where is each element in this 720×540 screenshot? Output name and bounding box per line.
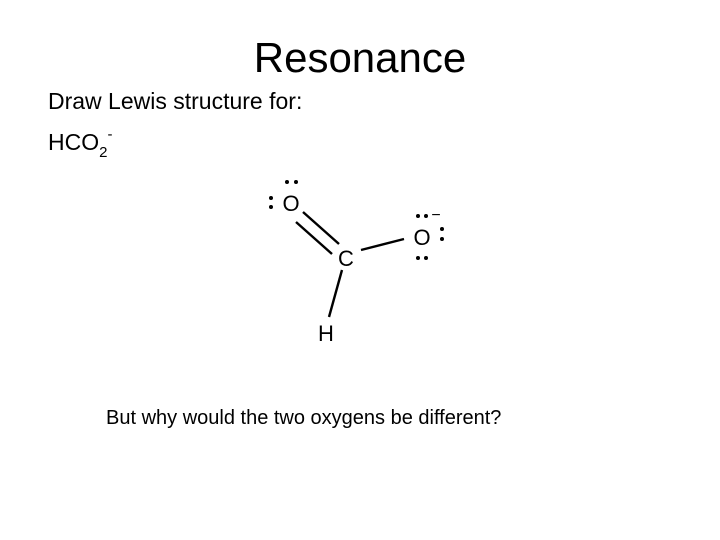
negative-charge: −: [431, 207, 441, 224]
lone-pair-dot: [269, 196, 273, 200]
double-bond-line-2: [296, 222, 332, 254]
lone-pair-dot: [294, 180, 298, 184]
lone-pair-dot: [416, 256, 420, 260]
formula-base: HCO: [48, 129, 100, 155]
atom-hydrogen: H: [318, 321, 334, 346]
question-text: But why would the two oxygens be different?: [106, 407, 502, 429]
atom-carbon: C: [338, 246, 354, 271]
lewis-structure: [260, 170, 460, 350]
lone-pair-dot: [440, 237, 444, 241]
lone-pair-dot: [424, 256, 428, 260]
atom-oxygen-left: O: [282, 191, 300, 216]
prompt-text: Draw Lewis structure for:: [48, 88, 303, 114]
lone-pair-dot: [440, 227, 444, 231]
formula-superscript: -: [107, 126, 113, 143]
lone-pair-dot: [285, 180, 289, 184]
atom-oxygen-right: O: [413, 225, 431, 250]
double-bond-line-1: [303, 212, 339, 244]
single-bond-c-o: [361, 239, 404, 250]
single-bond-c-h: [329, 270, 342, 317]
formula-subscript: 2: [99, 144, 108, 161]
lone-pair-dot: [424, 214, 428, 218]
formula: [48, 127, 112, 161]
lone-pair-dot: [416, 214, 420, 218]
lone-pair-dot: [269, 205, 273, 209]
slide-title: Resonance: [253, 34, 467, 81]
